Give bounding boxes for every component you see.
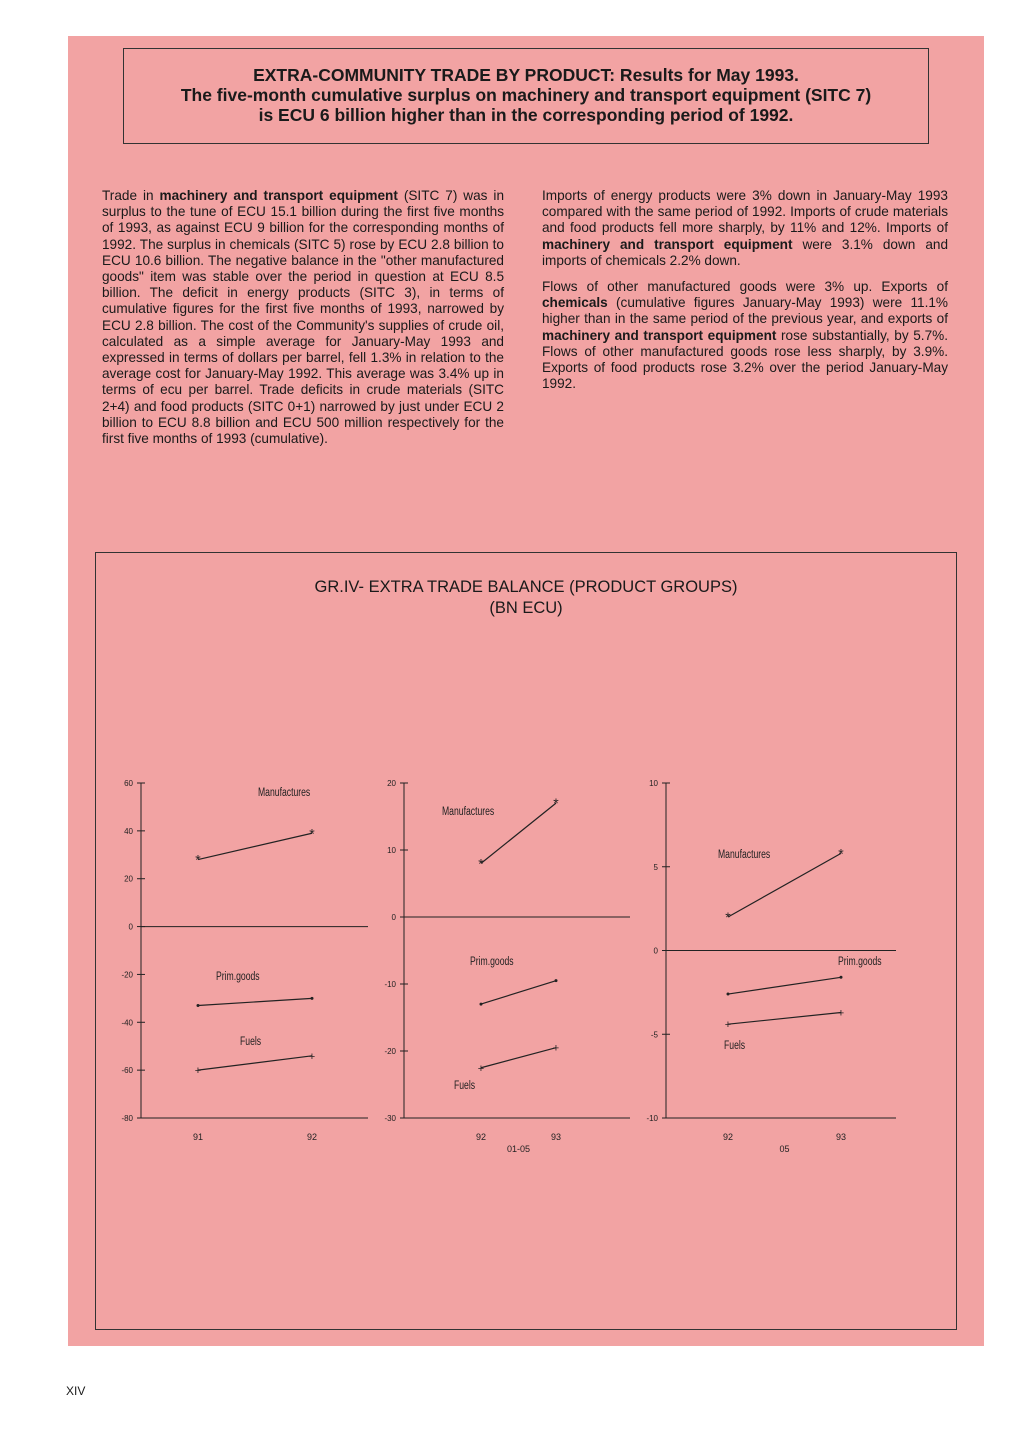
x-tick-label: 91 (192, 1132, 204, 1142)
series-line (481, 1048, 556, 1068)
right-paragraph-1 (542, 188, 948, 269)
y-tick-label: -30 (384, 1114, 396, 1123)
series-line (481, 981, 556, 1004)
series-line (728, 977, 841, 994)
text-run: Trade in (102, 188, 160, 203)
data-point-marker: * (478, 855, 484, 872)
series-label: Fuels (240, 1035, 262, 1049)
headline-line-3: is ECU 6 billion higher than in the corresponding period of 1992. (258, 105, 794, 125)
bold-run: machinery and transport equipment (542, 236, 793, 252)
page-number: XIV (66, 1384, 86, 1398)
text-run: (cumulative figures January-May 1993) were 11.1% higher than in the same period of the previous year, and exports of (542, 295, 948, 327)
series-label: Prim.goods (838, 955, 882, 969)
y-tick-label: -40 (121, 1018, 133, 1028)
y-tick-label: 10 (649, 779, 658, 788)
text-run: rose substantially, by 5.7%. Flows of other manufactured goods rose less sharply, by 3.9%. Exports of food products rose 3.2% over the period January-May 1992. (542, 327, 948, 392)
series-label: Prim.goods (470, 955, 514, 969)
y-tick-label: -10 (646, 1114, 658, 1123)
y-tick-label: 20 (124, 874, 133, 884)
x-tick-label: 93 (835, 1132, 847, 1142)
data-point-marker (197, 1004, 200, 1007)
y-tick-label: -5 (650, 1030, 658, 1040)
data-point-marker: + (837, 1007, 845, 1020)
series-line (198, 1056, 312, 1070)
left-text-column (102, 188, 504, 457)
y-tick-label: -20 (384, 1047, 396, 1056)
chart-title-line-2: (BN ECU) (489, 599, 563, 617)
y-tick-label: 0 (391, 913, 396, 922)
data-point-marker: * (553, 795, 559, 812)
text-run: Imports of energy products were 3% down in January-May 1993 compared with the same period of 1992. Imports of crude materials and food products fell more sharply, by 11% and 12%. Imports of (542, 188, 948, 236)
y-tick-label: 40 (124, 826, 133, 836)
bold-run: chemicals (542, 295, 608, 311)
content-panel (68, 36, 984, 1346)
series-line (728, 853, 841, 917)
line-charts (96, 553, 958, 1331)
chart-title-line-1: GR.IV- EXTRA TRADE BALANCE (PRODUCT GROUPS) (314, 578, 738, 596)
data-point-marker (311, 997, 314, 1000)
data-point-marker: * (838, 845, 844, 862)
data-point-marker: + (194, 1065, 202, 1078)
x-tick-label: 92 (722, 1132, 734, 1142)
series-label: Prim.goods (216, 970, 260, 984)
y-tick-label: -10 (384, 980, 396, 989)
x-tick-label: 92 (306, 1132, 318, 1142)
data-point-marker (840, 976, 843, 979)
text-run: were 3.1% down and imports of chemicals 2.2% down. (542, 236, 949, 268)
y-tick-label: 0 (653, 946, 658, 956)
x-axis-label: 01-05 (506, 1144, 531, 1154)
series-label: Manufactures (258, 786, 311, 800)
x-axis-label: 05 (779, 1144, 790, 1154)
data-point-marker (480, 1003, 483, 1006)
data-point-marker: + (724, 1019, 732, 1032)
series-label: Fuels (724, 1039, 746, 1053)
data-point-marker: * (195, 851, 201, 868)
headline-line-2: The five-month cumulative surplus on machinery and transport equipment (SITC 7) (180, 85, 872, 105)
data-point-marker (555, 979, 558, 982)
headline-line-1: EXTRA-COMMUNITY TRADE BY PRODUCT: Results for May 1993. (253, 65, 799, 85)
data-point-marker: + (477, 1062, 485, 1075)
y-tick-label: 5 (653, 862, 658, 872)
series-line (728, 1012, 841, 1024)
series-label: Manufactures (442, 805, 495, 819)
data-point-marker: * (309, 825, 315, 842)
left-paragraph (102, 188, 504, 447)
y-tick-label: -20 (121, 970, 133, 980)
text-run: Flows of other manufactured goods were 3% up. Exports of (542, 279, 948, 295)
series-line (198, 998, 312, 1005)
x-tick-label: 92 (475, 1132, 487, 1142)
data-point-marker (727, 993, 730, 996)
chart-frame (95, 552, 957, 1330)
y-tick-label: 20 (387, 779, 396, 788)
right-text-column (542, 188, 948, 402)
y-tick-label: -60 (121, 1066, 133, 1076)
y-tick-label: -80 (121, 1114, 133, 1123)
series-label: Fuels (454, 1079, 476, 1093)
headline-box (123, 48, 929, 144)
bold-run: machinery and transport equipment (542, 327, 777, 343)
data-point-marker: + (552, 1042, 560, 1055)
right-paragraph-2 (542, 279, 948, 392)
bold-run: machinery and transport equipment (159, 188, 398, 203)
series-line (198, 833, 312, 859)
y-tick-label: 60 (124, 779, 133, 788)
x-tick-label: 93 (550, 1132, 562, 1142)
y-tick-label: 0 (128, 922, 133, 932)
y-tick-label: 10 (387, 846, 396, 855)
data-point-marker: + (308, 1050, 316, 1063)
series-label: Manufactures (718, 848, 771, 862)
data-point-marker: * (725, 909, 731, 925)
text-run: (SITC 7) was in surplus to the tune of ECU 15.1 billion during the first five months of 1993, as against ECU 9 billion for the corresponding months of 1992. The surplus in chemicals (SITC 5) rose by ECU 2.8 billion to ECU 10.6 billion. The negative balance in the "other manufactured goods" item was stable over the period in question at ECU 8.5 billion. The deficit in energy products (SITC 3), in terms of cumulative figures for the first five months of 1993, narrowed by ECU 2.8 billion. The cost of the Community's supplies of crude oil, calculated as a simple average for January-May 1993 and expressed in terms of dollars per barrel, fell 1.3% in relation to the average cost for January-May 1992. This average was 3.4% up in terms of ecu per barrel. Trade deficits in crude materials (SITC 2+4) and food products (SITC 0+1) narrowed by just under ECU 2 billion to ECU 8.8 billion and ECU 500 million respectively for the first five months of 1993 (cumulative). (102, 188, 505, 447)
